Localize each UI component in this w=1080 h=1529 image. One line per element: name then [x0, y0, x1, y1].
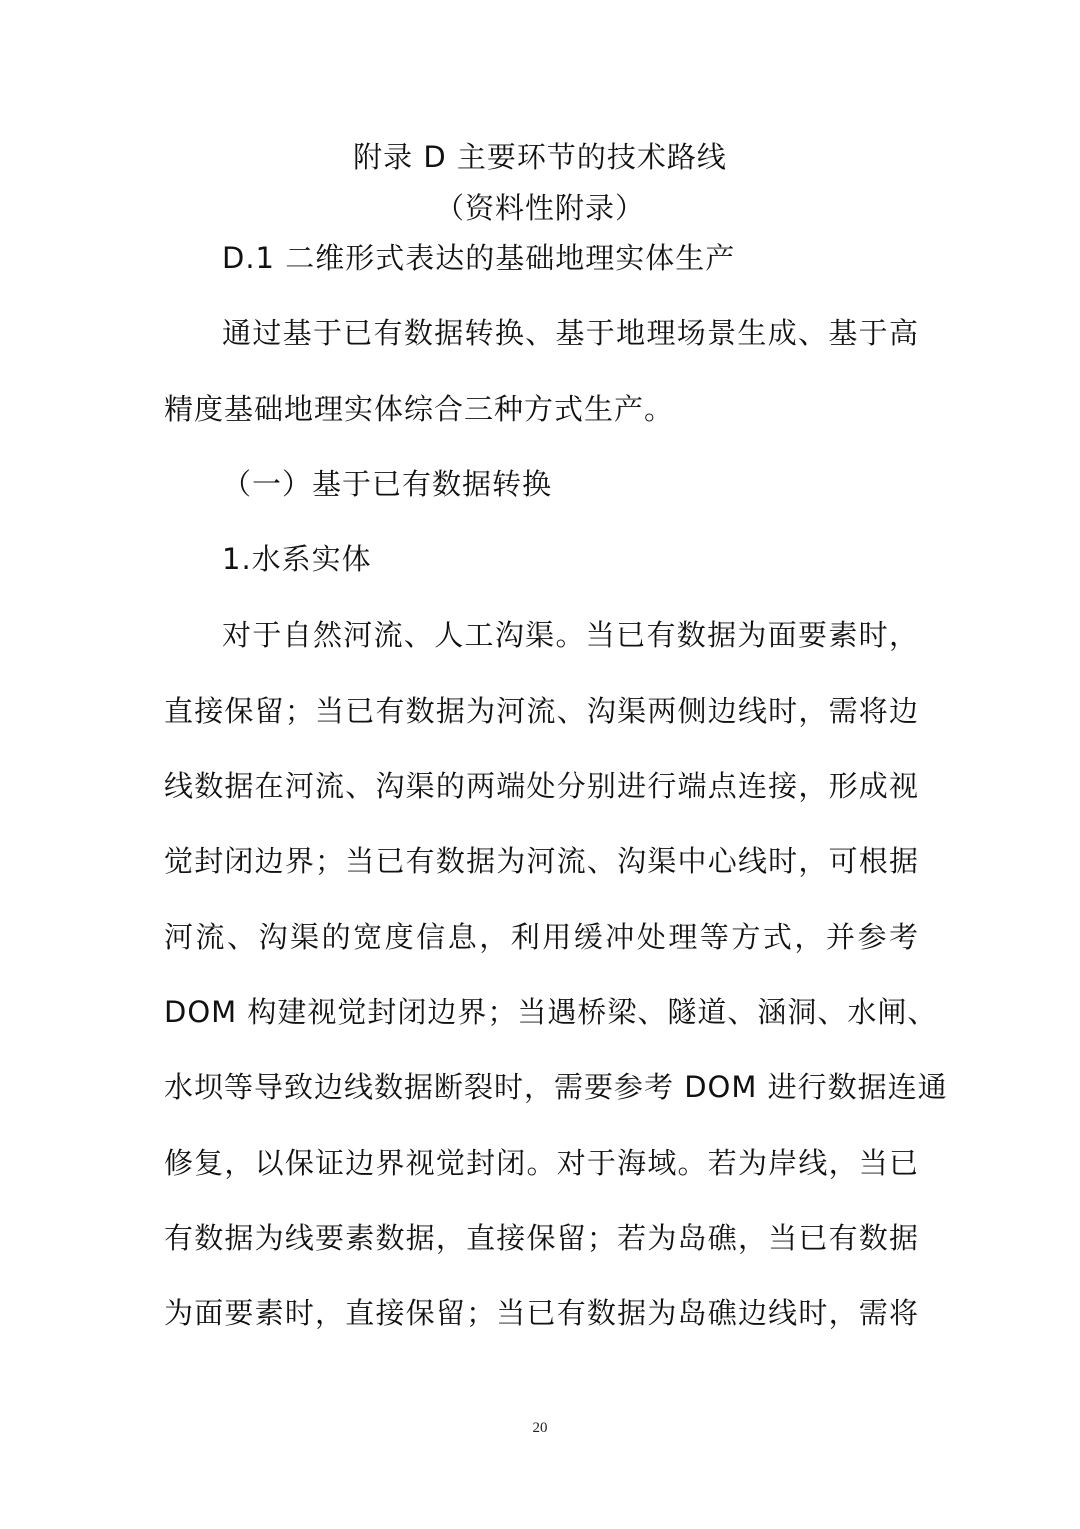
paragraph-line-2: 精度基础地理实体综合三种方式生产。	[164, 392, 675, 426]
subsection-heading: （一）基于已有数据转换	[222, 467, 553, 501]
body-line-8: 修复，以保证边界视觉封闭。对于海域。若为岸线，当已	[164, 1146, 919, 1180]
body-line-7: 水坝等导致边线数据断裂时，需要参考 DOM 进行数据连通	[164, 1070, 948, 1104]
body-line-6: DOM 构建视觉封闭边界；当遇桥梁、隧道、涵洞、水闸、	[164, 995, 938, 1029]
body-line-10: 为面要素时，直接保留；当已有数据为岛礁边线时，需将	[164, 1296, 919, 1330]
body-line-9: 有数据为线要素数据，直接保留；若为岛礁，当已有数据	[164, 1221, 919, 1255]
appendix-subtitle: （资料性附录）	[434, 191, 645, 225]
body-line-1: 对于自然河流、人工沟渠。当已有数据为面要素时，	[222, 618, 919, 652]
appendix-title: 附录 D 主要环节的技术路线	[353, 140, 727, 174]
paragraph-line-1: 通过基于已有数据转换、基于地理场景生成、基于高	[222, 316, 919, 350]
page-number: 20	[532, 1420, 548, 1436]
item-heading: 1.水系实体	[222, 542, 372, 576]
body-line-3: 线数据在河流、沟渠的两端处分别进行端点连接，形成视	[164, 769, 919, 803]
body-line-5: 河流、沟渠的宽度信息，利用缓冲处理等方式，并参考	[164, 920, 919, 954]
body-line-2: 直接保留；当已有数据为河流、沟渠两侧边线时，需将边	[164, 694, 919, 728]
body-line-4: 觉封闭边界；当已有数据为河流、沟渠中心线时，可根据	[164, 844, 919, 878]
section-heading: D.1 二维形式表达的基础地理实体生产	[222, 241, 736, 275]
